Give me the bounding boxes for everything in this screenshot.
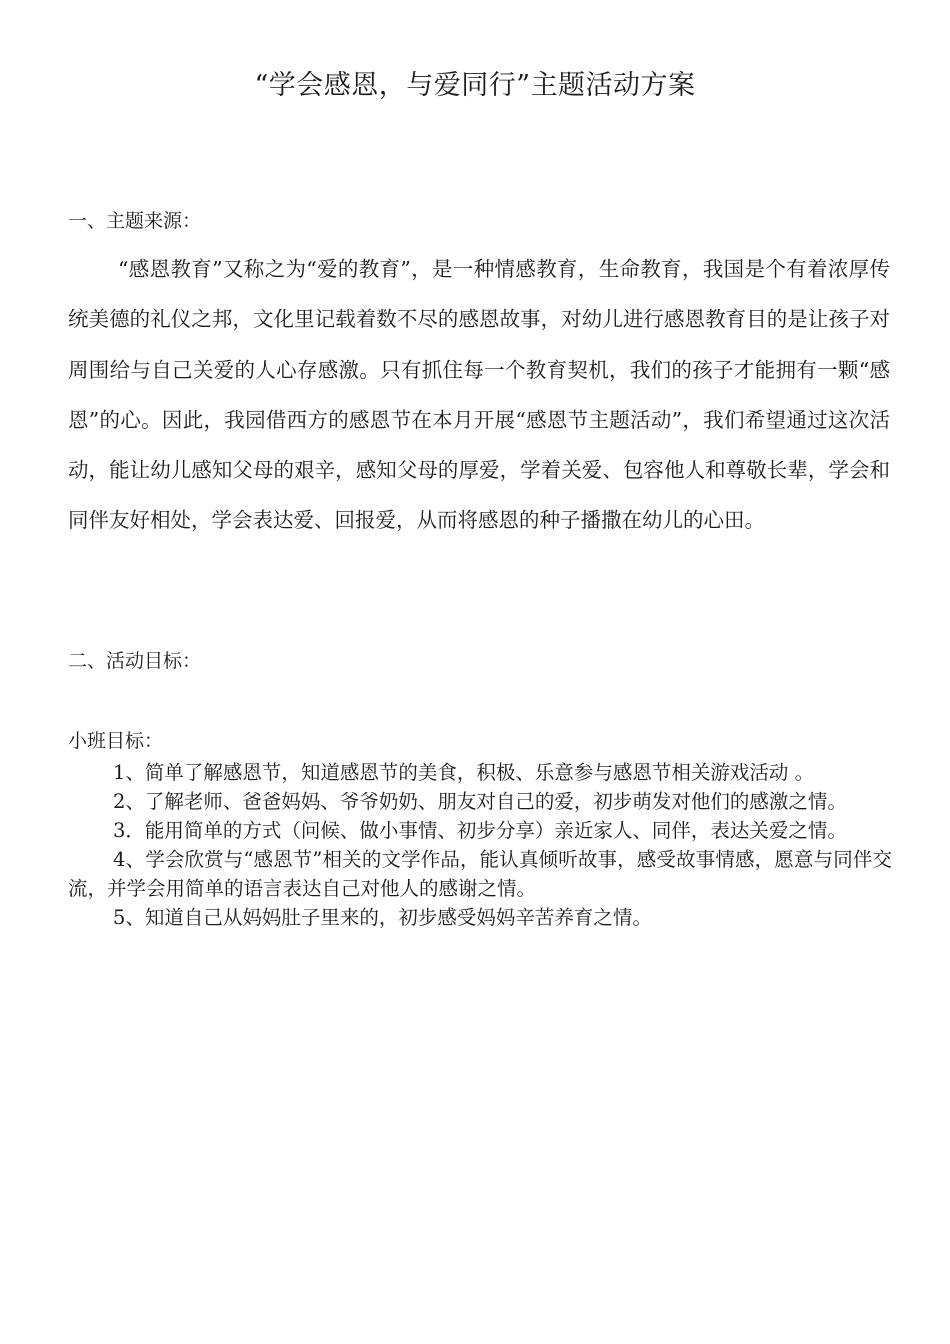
section-heading-theme-source: 一、主题来源： (68, 210, 202, 232)
goal-item: 4、学会欣赏与“感恩节”相关的文学作品，能认真倾听故事，感受故事情感，愿意与同伴交流，并学会用简单的语言表达自己对他人的感谢之情。 (68, 848, 892, 900)
theme-source-paragraph: “感恩教育”又称之为“爱的教育”，是一种情感教育，生命教育，我国是个有着浓厚传统美德的礼仪之邦，文化里记载着数不尽的感恩故事，对幼儿进行感恩教育目的是让孩子对周围给与自己关爱的人心存感激。只有抓住每一个教育契机，我们的孩子才能拥有一颗“感恩”的心。因此，我园借西方的感恩节在本月开展“感恩节主题活动”，我们希望通过这次活动，能让幼儿感知父母的艰辛，感知父母的厚爱，学着关爱、包容他人和尊敬长辈，学会和同伴友好相处，学会表达爱、回报爱，从而将感恩的种子播撒在幼儿的心田。 (68, 257, 890, 533)
goal-item: 3．能用简单的方式（问候、做小事情、初步分享）亲近家人、同伴，表达关爱之情。 (113, 819, 847, 842)
document-title: “学会感恩，与爱同行”主题活动方案 (254, 70, 696, 101)
goal-item: 2、了解老师、爸爸妈妈、爷爷奶奶、朋友对自己的爱，初步萌发对他们的感激之情。 (113, 790, 847, 813)
goals-list (68, 758, 892, 932)
goal-item: 1、简单了解感恩节，知道感恩节的美食，积极、乐意参与感恩节相关游戏活动 。 (113, 761, 815, 784)
section-heading-activity-goals: 二、活动目标： (68, 650, 202, 672)
subheading-small-class-goals: 小班目标： (68, 730, 164, 752)
goal-item: 5、知道自己从妈妈肚子里来的，初步感受妈妈辛苦养育之情。 (113, 906, 652, 929)
